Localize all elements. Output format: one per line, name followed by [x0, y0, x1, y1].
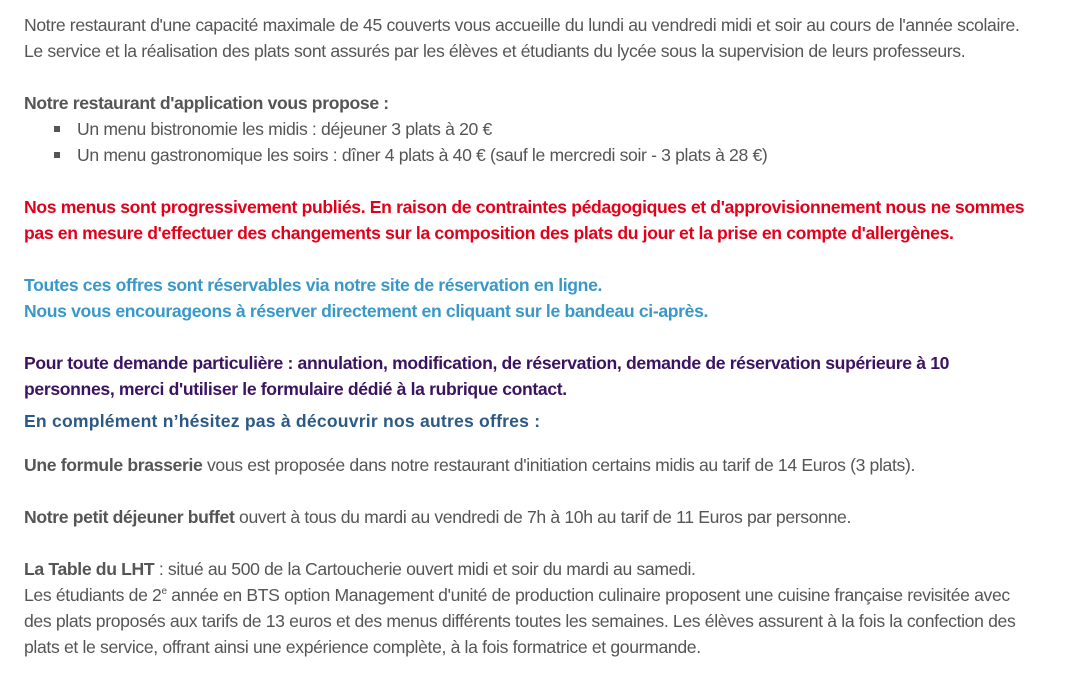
breakfast-paragraph	[24, 504, 1064, 530]
other-offers-heading: En complément n’hésitez pas à découvrir nos autres offres :	[24, 411, 541, 431]
lht-line-3: des plats proposés aux tarifs de 13 euros et des menus différents toutes les semaines. Les élèves assurent à la fois la confection des	[24, 611, 1016, 631]
special-request-line-2: personnes, merci d'utiliser le formulaire dédié à la rubrique contact.	[24, 379, 567, 399]
lht-line-2-sup: e	[161, 586, 167, 598]
lht-line-2-start: Les étudiants de 2	[24, 585, 162, 605]
brasserie-paragraph	[24, 452, 1064, 478]
lht-paragraph	[24, 556, 1064, 660]
breakfast-text: ouvert à tous du mardi au vendredi de 7h à 10h au tarif de 11 Euros par personne.	[234, 507, 851, 527]
allergen-notice	[24, 194, 1064, 246]
list-item	[54, 142, 1064, 168]
square-bullet-icon	[54, 126, 60, 132]
lht-text: : situé au 500 de la Cartoucherie ouvert midi et soir du mardi au samedi.	[154, 559, 696, 579]
booking-notice-line-1: Toutes ces offres sont réservables via notre site de réservation en ligne.	[24, 275, 603, 295]
intro-line-2: Le service et la réalisation des plats sont assurés par les élèves et étudiants du lycée sous la supervision de leurs professeurs.	[24, 41, 966, 61]
square-bullet-icon	[54, 152, 60, 158]
special-request-line-1: Pour toute demande particulière : annulation, modification, de réservation, demande de réservation supérieure à 10	[24, 353, 950, 373]
menu-bistronomie: Un menu bistronomie les midis : déjeuner 3 plats à 20 €	[77, 119, 492, 139]
lht-line-2-end: année en BTS option Management d'unité de production culinaire proposent une cuisine française revisitée avec	[166, 585, 1010, 605]
allergen-notice-line-2: pas en mesure d'effectuer des changements sur la composition des plats du jour et la prise en compte d'allergènes.	[24, 223, 954, 243]
lht-line-4: plats et le service, offrant ainsi une expérience complète, à la fois formatrice et gourmande.	[24, 637, 701, 657]
offer-heading: Notre restaurant d'application vous propose :	[24, 93, 389, 113]
brasserie-title: Une formule brasserie	[24, 455, 203, 475]
list-item	[54, 116, 1064, 142]
intro-line-1: Notre restaurant d'une capacité maximale de 45 couverts vous accueille du lundi au vendredi midi et soir au cours de l'année scolaire.	[24, 15, 1020, 35]
restaurant-info	[24, 12, 1064, 660]
breakfast-title: Notre petit déjeuner buffet	[24, 507, 235, 527]
special-request-notice	[24, 350, 1064, 402]
intro-paragraph	[24, 12, 1064, 64]
menu-gastronomique: Un menu gastronomique les soirs : dîner 4 plats à 40 € (sauf le mercredi soir - 3 plats à 28 €)	[77, 145, 768, 165]
booking-notice	[24, 272, 1064, 324]
lht-title: La Table du LHT	[24, 559, 155, 579]
brasserie-text: vous est proposée dans notre restaurant d'initiation certains midis au tarif de 14 Euros (3 plats).	[202, 455, 916, 475]
menu-list	[24, 116, 1064, 168]
booking-notice-line-2: Nous vous encourageons à réserver directement en cliquant sur le bandeau ci-après.	[24, 301, 709, 321]
allergen-notice-line-1: Nos menus sont progressivement publiés. En raison de contraintes pédagogiques et d'approvisionnement nous ne sommes	[24, 197, 1025, 217]
